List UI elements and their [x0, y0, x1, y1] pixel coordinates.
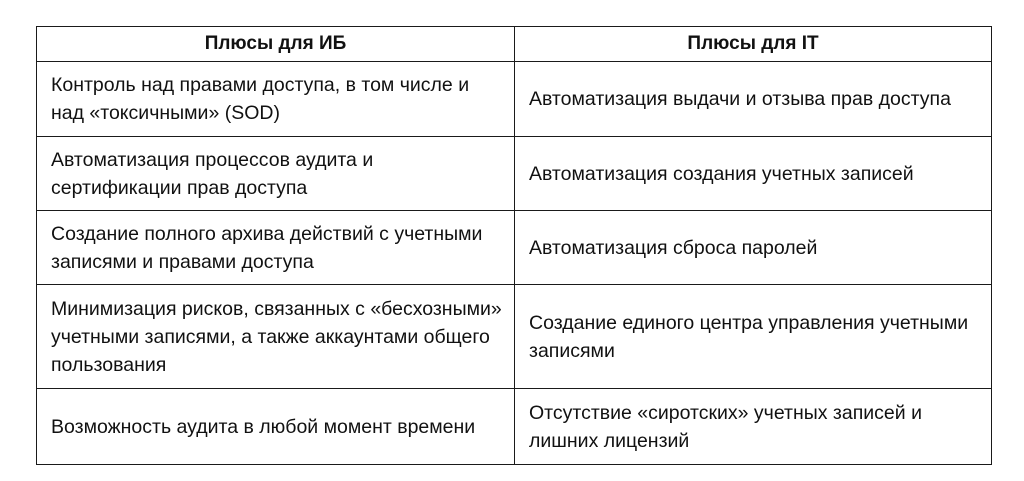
- table-cell-it: Автоматизация создания учетных записей: [515, 137, 992, 211]
- table-header-row: [37, 27, 992, 62]
- table-row: [37, 62, 992, 137]
- table-cell-infosec: Создание полного архива действий с учетными записями и правами доступа: [37, 211, 515, 285]
- table-cell-infosec: Автоматизация процессов аудита и сертификации прав доступа: [37, 137, 515, 211]
- table-cell-it: Автоматизация выдачи и отзыва прав доступа: [515, 62, 992, 137]
- table-cell-infosec: Контроль над правами доступа, в том числе и над «токсичными» (SOD): [37, 62, 515, 137]
- comparison-table-container: [36, 26, 992, 465]
- table-cell-it: Создание единого центра управления учетными записями: [515, 285, 992, 389]
- comparison-table: [36, 26, 992, 465]
- table-row: [37, 137, 992, 211]
- table-row: [37, 211, 992, 285]
- table-cell-it: Автоматизация сброса паролей: [515, 211, 992, 285]
- table-cell-infosec: Минимизация рисков, связанных с «бесхозными» учетными записями, а также аккаунтами общего пользования: [37, 285, 515, 389]
- table-row: [37, 389, 992, 465]
- header-it: Плюсы для IT: [515, 27, 992, 62]
- table-cell-it: Отсутствие «сиротских» учетных записей и лишних лицензий: [515, 389, 992, 465]
- table-cell-infosec: Возможность аудита в любой момент времени: [37, 389, 515, 465]
- table-row: [37, 285, 992, 389]
- header-infosec: Плюсы для ИБ: [37, 27, 515, 62]
